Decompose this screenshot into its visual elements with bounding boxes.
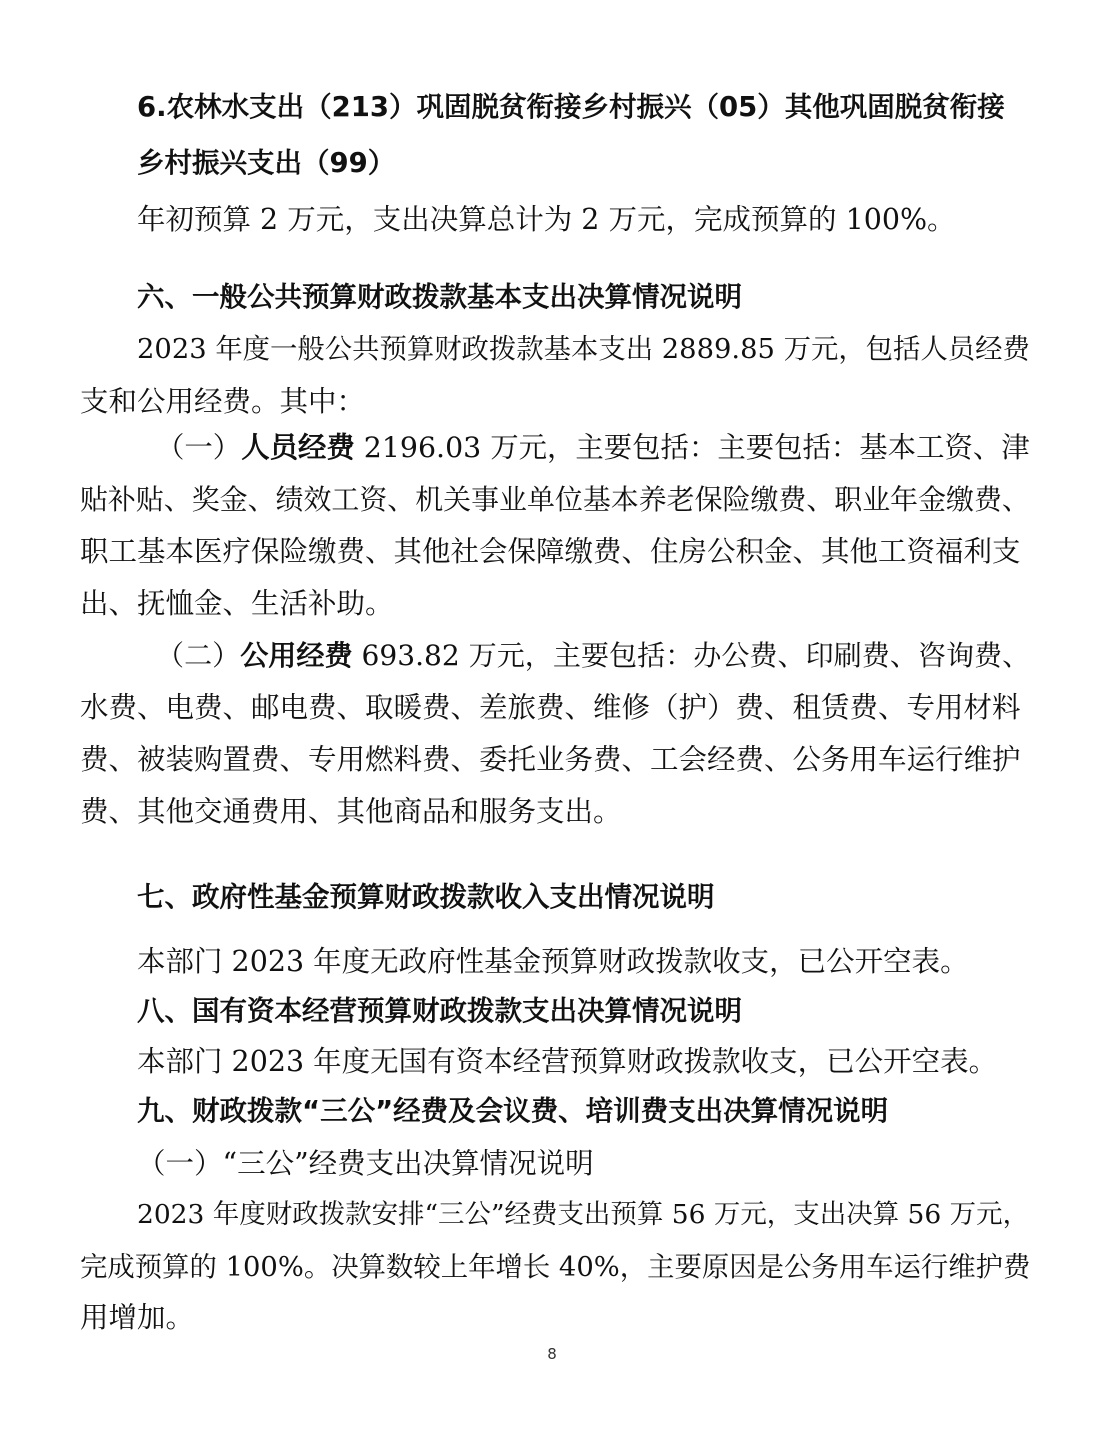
section-vi-intro-line1: 2023 年度一般公共预算财政拨款基本支出 2889.85 万元，包括人员经费	[137, 334, 1030, 365]
section-ix-line1: 2023 年度财政拨款安排“三公”经费支出预算 56 万元，支出决算 56 万元，	[137, 1199, 1030, 1230]
public-line1-rest: 693.82 万元，主要包括：办公费、印刷费、咨询费、	[352, 639, 1031, 672]
section-vii-text: 本部门 2023 年度无政府性基金预算财政拨款收支，已公开空表。	[137, 945, 969, 978]
section-viii-heading: 八、国有资本经营预算财政拨款支出决算情况说明	[137, 995, 742, 1027]
personnel-paragraph-line3: 职工基本医疗保险缴费、其他社会保障缴费、住房公积金、其他工资福利支	[80, 535, 1021, 568]
public-paragraph-line2: 水费、电费、邮电费、取暖费、差旅费、维修（护）费、租赁费、专用材料	[80, 691, 1021, 724]
public-label: 公用经费	[240, 639, 353, 672]
section-ix-subheading: （一）“三公”经费支出决算情况说明	[137, 1147, 594, 1180]
section-ix-line3: 用增加。	[80, 1301, 195, 1334]
personnel-paragraph-line1	[156, 431, 1030, 464]
section-ix-heading: 九、财政拨款“三公”经费及会议费、培训费支出决算情况说明	[137, 1095, 889, 1127]
page-number: 8	[547, 1345, 557, 1363]
personnel-paragraph-line2: 贴补贴、奖金、绩效工资、机关事业单位基本养老保险缴费、职业年金缴费、	[80, 483, 1030, 516]
public-paragraph-line3: 费、被装购置费、专用燃料费、委托业务费、工会经费、公务用车运行维护	[80, 743, 1021, 776]
personnel-line1-rest: 2196.03 万元，主要包括：主要包括：基本工资、津	[354, 431, 1030, 464]
section6-item-title-line1: 6.农林水支出（213）巩固脱贫衔接乡村振兴（05）其他巩固脱贫衔接	[137, 91, 1005, 123]
personnel-paragraph-line4: 出、抚恤金、生活补助。	[80, 587, 394, 620]
public-paragraph-line1	[156, 639, 1031, 672]
section6-item-text: 年初预算 2 万元，支出决算总计为 2 万元，完成预算的 100%。	[137, 203, 956, 236]
public-prefix: （二）	[156, 639, 241, 672]
section-vi-intro-line2: 支和公用经费。其中：	[80, 385, 366, 418]
section-vii-heading: 七、政府性基金预算财政拨款收入支出情况说明	[137, 881, 715, 913]
section-viii-text: 本部门 2023 年度无国有资本经营预算财政拨款收支，已公开空表。	[137, 1045, 998, 1078]
section-ix-line2: 完成预算的 100%。决算数较上年增长 40%，主要原因是公务用车运行维护费	[80, 1252, 1031, 1283]
public-paragraph-line4: 费、其他交通费用、其他商品和服务支出。	[80, 795, 622, 828]
section-vi-heading: 六、一般公共预算财政拨款基本支出决算情况说明	[137, 281, 742, 313]
section6-item-title-line2: 乡村振兴支出（99）	[137, 147, 396, 179]
personnel-label: 人员经费	[241, 431, 355, 464]
personnel-prefix: （一）	[156, 431, 242, 464]
